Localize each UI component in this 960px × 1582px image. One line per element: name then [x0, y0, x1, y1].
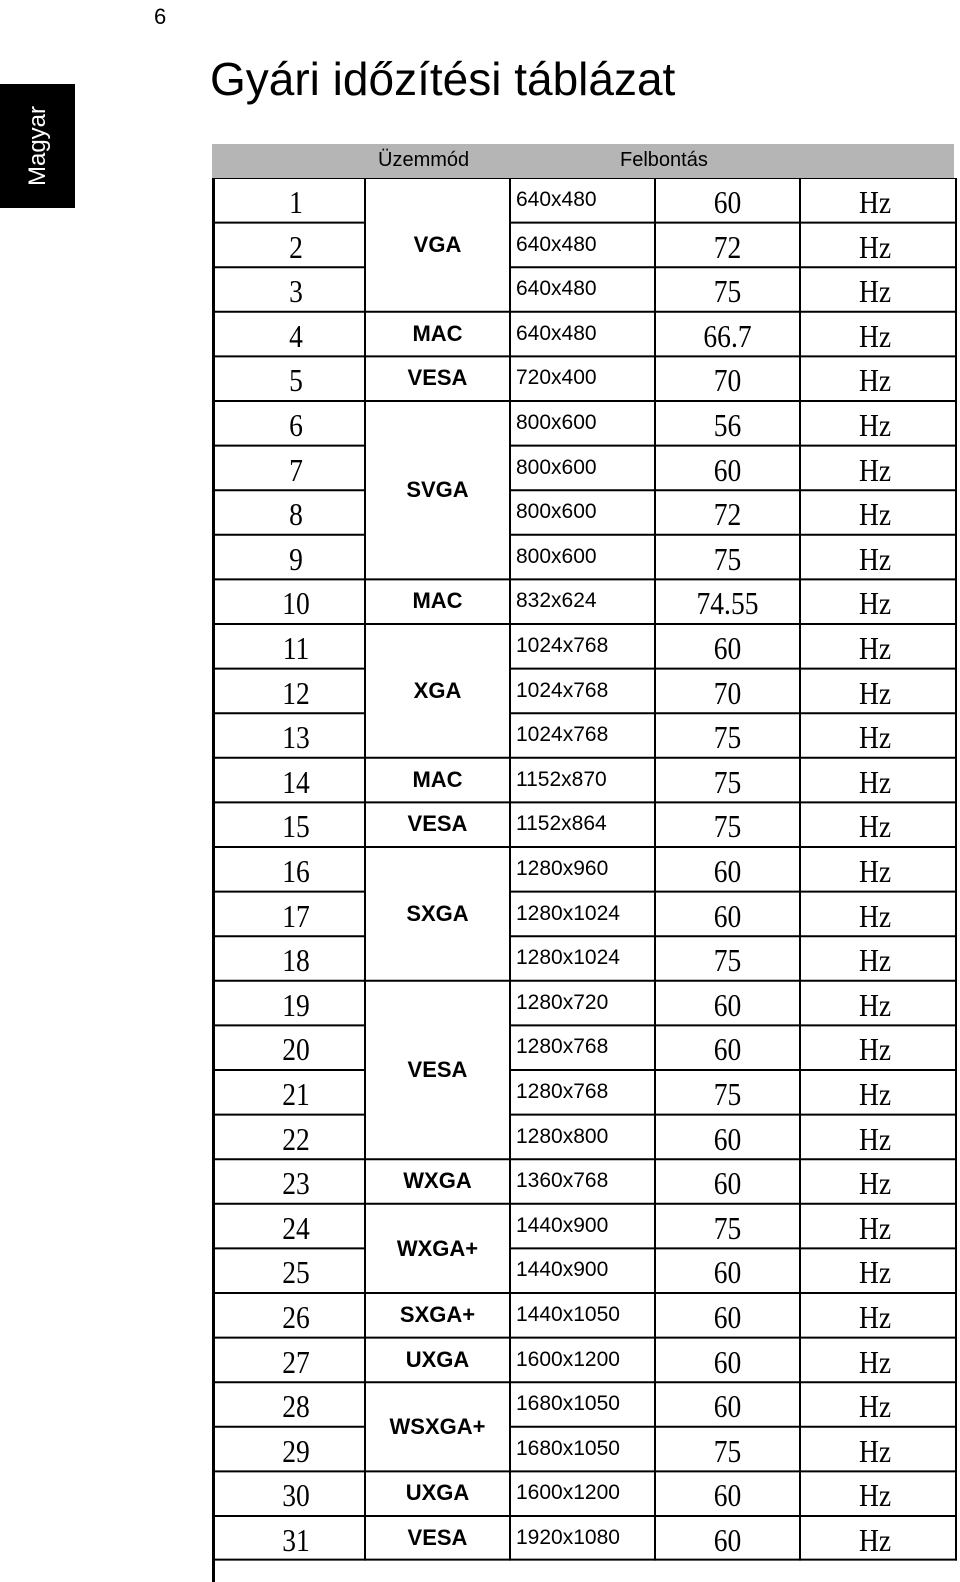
resolution-cell: 640x480: [516, 232, 597, 256]
mode-group-label: UXGA: [405, 1480, 470, 1506]
resolution-cell: 1600x1200: [516, 1481, 620, 1505]
row-number: 18: [282, 942, 310, 979]
frequency-value: 60: [713, 1522, 742, 1558]
unit-cell: Hz: [858, 362, 892, 399]
mode-group-label: VESA: [407, 811, 468, 837]
frequency-value: 72: [713, 496, 742, 533]
row-number: 11: [282, 630, 310, 666]
page-title: Gyári időzítési táblázat: [210, 53, 676, 105]
resolution-cell: 1280x1024: [516, 946, 620, 970]
resolution-cell: 1440x900: [516, 1213, 609, 1237]
frequency-value: 75: [713, 273, 742, 310]
mode-group-label: SXGA+: [399, 1302, 476, 1327]
resolution-cell: 1440x1050: [516, 1303, 620, 1326]
table-header: [212, 144, 954, 178]
resolution-cell: 720x400: [516, 366, 597, 390]
unit-cell: Hz: [858, 1120, 892, 1157]
frequency-value: 66.7: [703, 317, 752, 354]
unit-cell: Hz: [858, 763, 892, 800]
row-number: 22: [282, 1120, 310, 1157]
unit-cell: Hz: [858, 1076, 892, 1112]
resolution-cell: 1360x768: [516, 1169, 609, 1193]
resolution-cell: 1152x870: [516, 767, 607, 791]
resolution-cell: 800x600: [516, 455, 597, 479]
unit-cell: Hz: [858, 1165, 892, 1202]
mode-group-label: SXGA: [406, 901, 469, 926]
frequency-value: 60: [713, 184, 742, 220]
row-number: 24: [282, 1209, 310, 1246]
frequency-value: 75: [713, 1209, 742, 1246]
row-number: 10: [282, 585, 310, 622]
unit-cell: Hz: [858, 317, 892, 354]
unit-cell: Hz: [858, 942, 892, 979]
row-number: 27: [282, 1343, 310, 1380]
resolution-cell: 1680x1050: [516, 1436, 620, 1460]
row-number: 17: [282, 897, 310, 934]
resolution-cell: 1024x768: [516, 634, 609, 657]
unit-cell: Hz: [858, 1432, 892, 1469]
unit-cell: Hz: [858, 1299, 892, 1335]
row-number: 1: [289, 184, 303, 220]
mode-group-label: MAC: [412, 766, 463, 792]
mode-group-label: VESA: [407, 365, 468, 391]
unit-cell: Hz: [858, 1209, 892, 1246]
row-number: 3: [289, 273, 303, 310]
frequency-value: 75: [713, 1076, 742, 1112]
unit-cell: Hz: [858, 540, 892, 577]
resolution-cell: 1280x768: [516, 1080, 609, 1103]
resolution-cell: 1280x1024: [516, 901, 620, 925]
unit-cell: Hz: [858, 585, 892, 622]
page-number: 6: [154, 4, 167, 29]
frequency-value: 75: [713, 942, 742, 979]
row-number: 8: [289, 496, 303, 533]
mode-group-label: VGA: [413, 232, 462, 257]
unit-cell: Hz: [858, 1343, 892, 1380]
unit-cell: Hz: [858, 496, 892, 533]
unit-cell: Hz: [858, 407, 892, 443]
resolution-cell: 800x600: [516, 544, 597, 568]
row-number: 13: [282, 719, 310, 756]
frequency-value: 60: [713, 1031, 742, 1068]
resolution-cell: 1280x960: [516, 857, 609, 880]
unit-cell: Hz: [858, 184, 892, 220]
row-number: 19: [282, 986, 310, 1023]
frequency-value: 75: [713, 808, 742, 845]
mode-group-label: SVGA: [406, 477, 469, 502]
resolution-cell: 832x624: [516, 589, 597, 613]
mode-group-label: WXGA+: [396, 1235, 479, 1261]
resolution-cell: 1280x720: [516, 990, 609, 1014]
unit-cell: Hz: [858, 853, 892, 889]
language-side-tab-label: Magyar: [24, 105, 51, 187]
frequency-value: 60: [713, 630, 742, 666]
unit-cell: Hz: [858, 674, 892, 711]
resolution-cell: 1280x768: [516, 1035, 609, 1059]
row-number: 12: [282, 674, 310, 711]
frequency-value: 75: [713, 1432, 742, 1469]
mode-group-label: WXGA: [403, 1168, 472, 1194]
resolution-cell: 800x600: [516, 500, 597, 524]
row-number: 20: [282, 1031, 310, 1068]
unit-cell: Hz: [858, 1388, 892, 1425]
unit-cell: Hz: [858, 808, 892, 845]
row-number: 15: [282, 808, 310, 845]
row-number: 23: [282, 1165, 310, 1202]
mode-group-label: UXGA: [405, 1346, 470, 1372]
frequency-value: 60: [713, 986, 742, 1023]
frequency-value: 75: [713, 719, 742, 756]
frequency-value: 70: [713, 674, 742, 711]
row-number: 5: [289, 362, 303, 399]
resolution-cell: 800x600: [516, 411, 597, 434]
header-mode: Üzemmód: [378, 149, 470, 171]
row-number: 26: [282, 1299, 310, 1335]
unit-cell: Hz: [858, 1254, 892, 1291]
frequency-value: 60: [713, 853, 742, 889]
unit-cell: Hz: [858, 1522, 892, 1558]
resolution-cell: 640x480: [516, 188, 597, 211]
header-resolution: Felbontás: [620, 149, 708, 171]
row-number: 6: [289, 407, 303, 443]
frequency-value: 70: [713, 362, 742, 399]
resolution-cell: 1152x864: [516, 812, 607, 836]
frequency-value: 72: [713, 228, 742, 265]
frequency-value: 56: [713, 407, 742, 443]
row-number: 14: [282, 763, 310, 800]
unit-cell: Hz: [858, 897, 892, 934]
resolution-cell: 640x480: [516, 277, 597, 301]
resolution-cell: 1280x800: [516, 1124, 609, 1148]
frequency-value: 60: [713, 1120, 742, 1157]
unit-cell: Hz: [858, 1031, 892, 1068]
row-number: 9: [289, 540, 303, 577]
mode-group-label: XGA: [413, 678, 462, 703]
mode-group-label: VESA: [407, 1056, 468, 1082]
frequency-value: 60: [713, 1477, 742, 1514]
frequency-value: 60: [713, 1299, 742, 1335]
row-number: 28: [282, 1388, 310, 1425]
frequency-value: 75: [713, 763, 742, 800]
resolution-cell: 1024x768: [516, 678, 609, 702]
row-number: 4: [289, 317, 303, 354]
frequency-value: 60: [713, 1388, 742, 1425]
unit-cell: Hz: [858, 228, 892, 265]
frequency-value: 74.55: [696, 585, 759, 622]
mode-group-label: VESA: [407, 1525, 468, 1550]
unit-cell: Hz: [858, 986, 892, 1023]
resolution-cell: 1440x900: [516, 1258, 609, 1282]
unit-cell: Hz: [858, 719, 892, 756]
frequency-value: 60: [713, 1343, 742, 1380]
frequency-value: 60: [713, 451, 742, 488]
unit-cell: Hz: [858, 630, 892, 666]
row-number: 30: [282, 1477, 310, 1514]
row-number: 25: [282, 1254, 310, 1291]
mode-group-label: WSXGA+: [389, 1414, 486, 1440]
row-number: 29: [282, 1432, 310, 1469]
row-number: 16: [282, 853, 310, 889]
resolution-cell: 1680x1050: [516, 1392, 620, 1416]
row-number: 2: [289, 228, 303, 265]
row-number: 7: [289, 451, 303, 488]
timing-table: [212, 178, 954, 1582]
resolution-cell: 640x480: [516, 321, 597, 345]
unit-cell: Hz: [858, 1477, 892, 1514]
row-number: 31: [282, 1522, 310, 1558]
resolution-cell: 1024x768: [516, 723, 609, 747]
mode-group-label: MAC: [412, 320, 463, 346]
frequency-value: 75: [713, 540, 742, 577]
resolution-cell: 1920x1080: [516, 1526, 620, 1549]
mode-group-label: MAC: [412, 588, 463, 614]
language-side-tab: [0, 84, 75, 208]
frequency-value: 60: [713, 1165, 742, 1202]
resolution-cell: 1600x1200: [516, 1347, 620, 1371]
row-number: 21: [282, 1076, 310, 1112]
frequency-value: 60: [713, 1254, 742, 1291]
unit-cell: Hz: [858, 273, 892, 310]
unit-cell: Hz: [858, 451, 892, 488]
frequency-value: 60: [713, 897, 742, 934]
